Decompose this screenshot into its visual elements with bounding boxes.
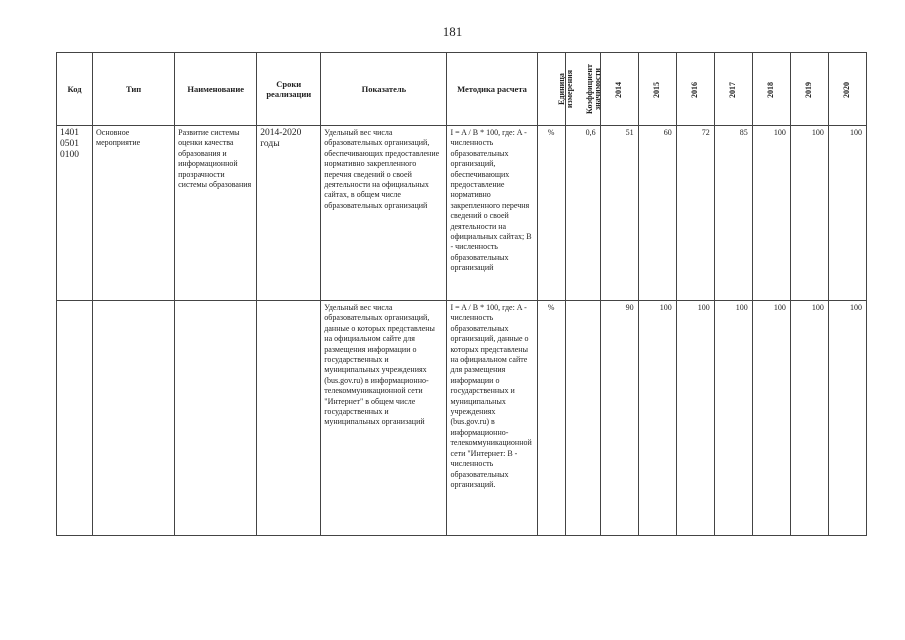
cell-coef: 0,6 xyxy=(565,126,600,301)
header-row xyxy=(57,53,867,126)
header-year-2018 xyxy=(752,53,790,126)
cell-type xyxy=(93,301,175,536)
cell-name xyxy=(175,301,257,536)
cell-unit: % xyxy=(537,126,565,301)
cell-value-2019: 100 xyxy=(790,301,828,536)
header-indicator: Показатель xyxy=(321,53,447,126)
header-year-2014 xyxy=(600,53,638,126)
cell-value-2014: 51 xyxy=(600,126,638,301)
page-number: 181 xyxy=(442,24,463,39)
cell-type: Основное мероприятие xyxy=(93,126,175,301)
cell-value-2017: 100 xyxy=(714,301,752,536)
cell-value-2015: 60 xyxy=(638,126,676,301)
cell-value-2020: 100 xyxy=(828,301,866,536)
cell-method: I = A / B * 100, где: A - численность образовательных организаций, данные о которых представлены на официальном сайте для размещения информации о государственных и муниципальных учреждениях (bus.gov.ru) в информационно-телекоммуникационной сети "Интернет: B - численность образовательных организаций. xyxy=(447,301,537,536)
cell-code: 1401 0501 0100 xyxy=(57,126,93,301)
year-label: 2014 xyxy=(614,82,624,98)
cell-value-2018: 100 xyxy=(752,301,790,536)
cell-unit: % xyxy=(537,301,565,536)
header-year-2020 xyxy=(828,53,866,126)
header-name: Наименование xyxy=(175,53,257,126)
table-row xyxy=(57,126,867,301)
cell-coef xyxy=(565,301,600,536)
header-coef-label: Коэффициент значимости xyxy=(584,64,602,114)
header-type: Тип xyxy=(93,53,175,126)
cell-value-2015: 100 xyxy=(638,301,676,536)
header-year-2017 xyxy=(714,53,752,126)
year-label: 2015 xyxy=(652,82,662,98)
cell-value-2018: 100 xyxy=(752,126,790,301)
cell-indicator: Удельный вес числа образовательных организаций, обеспечивающих предоставление нормативно закрепленного перечня сведений о своей деятельности на официальных сайтах, в общем числе образовательных организаций xyxy=(321,126,447,301)
header-method: Методика расчета xyxy=(447,53,537,126)
cell-method: I = A / B * 100, где: A - численность образовательных организаций, обеспечивающих предоставление нормативно закрепленного перечня сведений о своей деятельности на официальных сайтах; B - численность образовательных организаций xyxy=(447,126,537,301)
cell-terms: 2014-2020 годы xyxy=(257,126,321,301)
cell-indicator: Удельный вес числа образовательных организаций, данные о которых представлены на официальном сайте для размещения информации о государственных и муниципальных учреждениях (bus.gov.ru) в информационно-телекоммуникационной сети "Интернет" в общем числе государственных и муниципальных организаций xyxy=(321,301,447,536)
cell-name: Развитие системы оценки качества образования и информационной прозрачности системы образования xyxy=(175,126,257,301)
cell-value-2019: 100 xyxy=(790,126,828,301)
year-label: 2020 xyxy=(842,82,852,98)
cell-value-2017: 85 xyxy=(714,126,752,301)
year-label: 2019 xyxy=(804,82,814,98)
cell-value-2016: 100 xyxy=(676,301,714,536)
header-unit xyxy=(537,53,574,126)
header-terms: Сроки реализации xyxy=(257,53,321,126)
cell-value-2020: 100 xyxy=(828,126,866,301)
year-label: 2016 xyxy=(690,82,700,98)
program-table xyxy=(56,52,867,536)
cell-value-2016: 72 xyxy=(676,126,714,301)
header-year-2016 xyxy=(676,53,714,126)
header-year-2019 xyxy=(790,53,828,126)
cell-terms xyxy=(257,301,321,536)
cell-value-2014: 90 xyxy=(600,301,638,536)
year-label: 2018 xyxy=(766,82,776,98)
year-label: 2017 xyxy=(728,82,738,98)
header-unit-label: Единица измерения xyxy=(556,69,574,109)
cell-code xyxy=(57,301,93,536)
table-row xyxy=(57,301,867,536)
header-year-2015 xyxy=(638,53,676,126)
header-code: Код xyxy=(57,53,93,126)
